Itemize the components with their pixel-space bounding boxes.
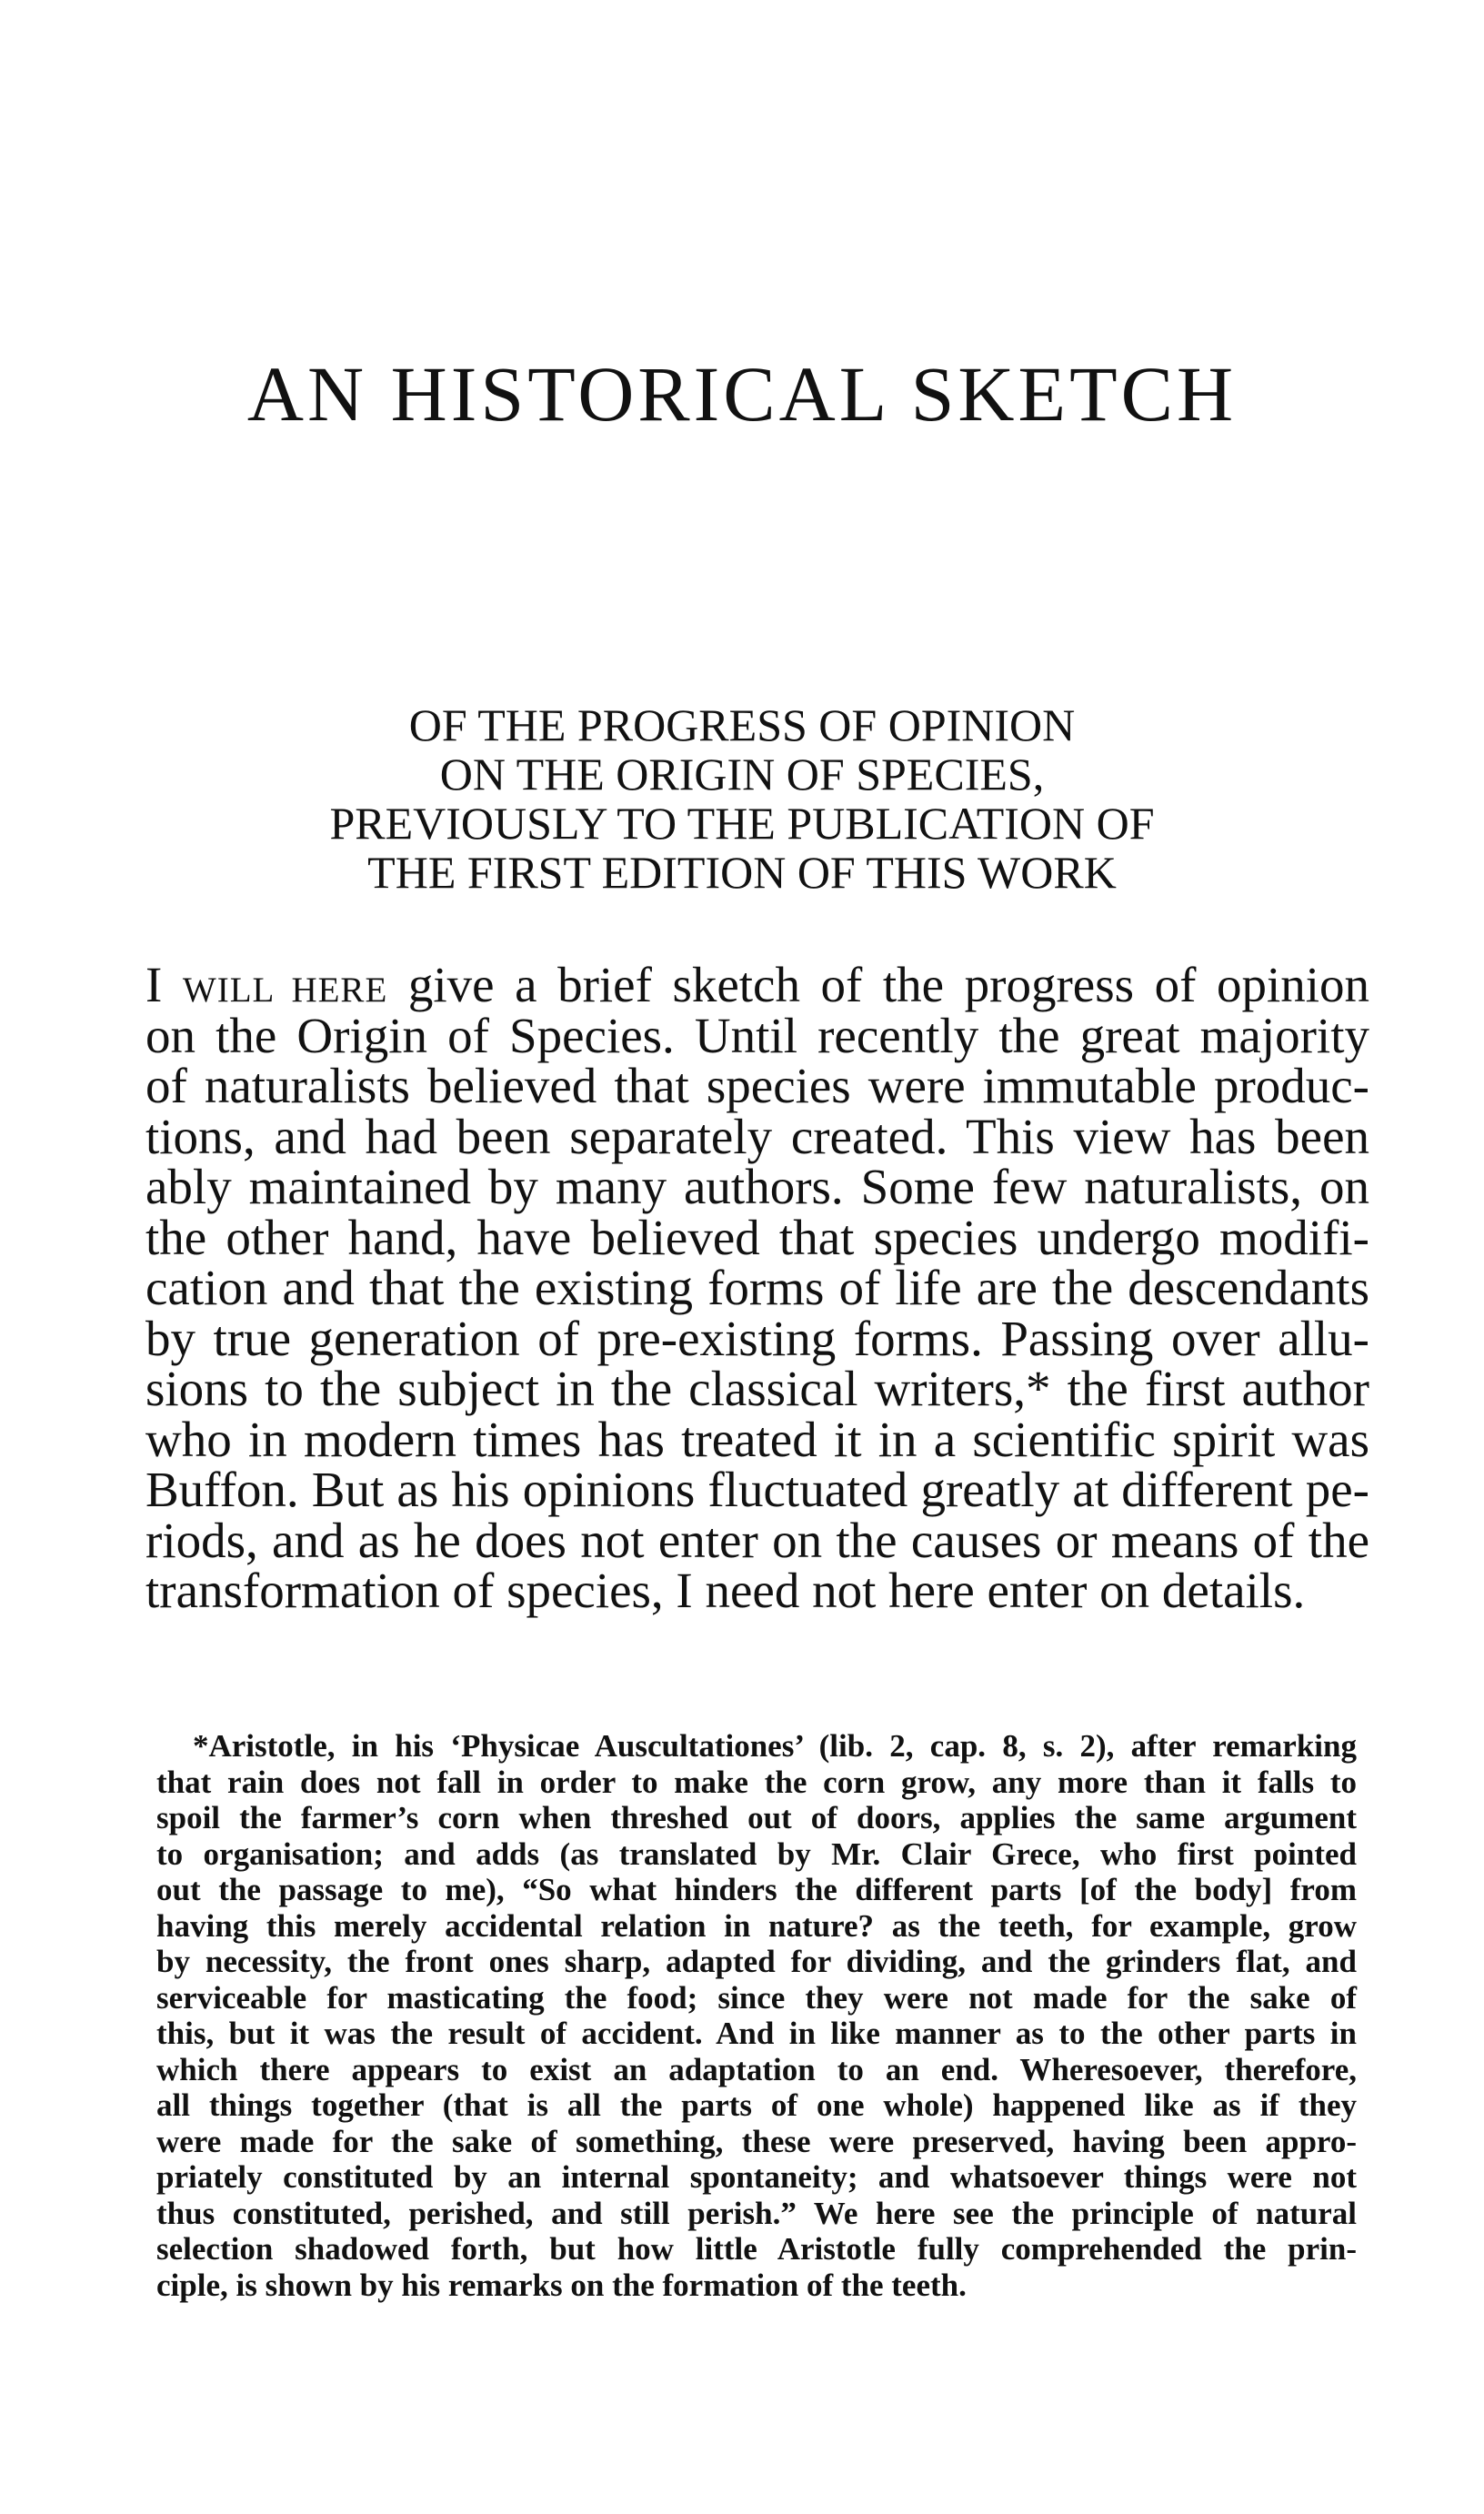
subtitle-line: THE FIRST EDITION OF THIS WORK [367,847,1117,898]
chapter-subtitle [0,700,1484,897]
footnote-line: were made for the sake of something, these were preserved, having been appro- [156,2123,1357,2159]
footnote-line: having this merely accidental relation in nature? as the teeth, for example, grow [156,1907,1357,1944]
footnote-line: to organisation; and adds (as translated by Mr. Clair Grece, who first pointed [156,1835,1357,1872]
body-line: Buffon. But as his opinions fluctuated greatly at different pe- [145,1462,1369,1517]
body-line: by true generation of pre-existing forms. Passing over allu- [145,1310,1369,1366]
body-line-text: give a brief sketch of the progress of opinion [387,957,1370,1012]
footnote-line: which there appears to exist an adaptation to an end. Wheresoever, therefore, [156,2051,1357,2087]
footnote-line: serviceable for masticating the food; since they were not made for the sake of [156,1979,1357,2016]
body-line: the other hand, have believed that species undergo modifi- [145,1209,1369,1265]
chapter-title: AN HISTORICAL SKETCH [246,350,1238,437]
subtitle-line: PREVIOUSLY TO THE PUBLICATION OF [329,798,1155,849]
footnote-line: thus constituted, perished, and still perish.” We here see the principle of natural [156,2195,1357,2231]
body-line: of naturalists believed that species were immutable produc- [145,1058,1369,1113]
body-line: on the Origin of Species. Until recently the great majority [145,1007,1369,1063]
body-line: ably maintained by many authors. Some few naturalists, on [145,1159,1369,1214]
body-line: tions, and had been separately created. This view has been [145,1108,1369,1164]
body-lead-cap: I [145,957,163,1012]
subtitle-line: OF THE PROGRESS OF OPINION [408,699,1076,750]
footnote [156,1728,1357,2303]
footnote-line: ciple, is shown by his remarks on the formation of the teeth. [156,2267,967,2303]
footnote-line: all things together (that is all the parts of one whole) happened like as if they [156,2087,1357,2123]
footnote-line: priately constituted by an internal spontaneity; and whatsoever things were not [156,2159,1357,2195]
footnote-line: selection shadowed forth, but how little Aristotle fully comprehended the prin- [156,2231,1357,2267]
footnote-line: spoil the farmer’s corn when threshed out of doors, applies the same argument [156,1800,1357,1835]
body-line [145,957,1370,1012]
footnote-line: *Aristotle, in his ‘Physicae Auscultationes’ (lib. 2, cap. 8, s. 2), after remarking [193,1728,1357,1764]
subtitle-line: ON THE ORIGIN OF SPECIES, [439,749,1045,799]
body-line: cation and that the existing forms of life are the descendants [145,1260,1369,1315]
body-line: transformation of species, I need not here enter on details. [145,1563,1306,1618]
body-paragraph [145,957,1370,1618]
footnote-line: by necessity, the front ones sharp, adapted for dividing, and the grinders flat, and [156,1944,1357,1979]
body-line: riods, and as he does not enter on the causes or means of the [145,1512,1369,1568]
footnote-line: out the passage to me), “So what hinders the different parts [of the body] from [156,1872,1357,1907]
body-lead-smallcaps: WILL HERE [182,970,388,1010]
footnote-line: this, but it was the result of accident. And in like manner as to the other parts in [156,2016,1357,2051]
body-line: sions to the subject in the classical writers,* the first author [145,1361,1369,1416]
footnote-line: that rain does not fall in order to make the corn grow, any more than it falls to [156,1764,1357,1800]
body-line: who in modern times has treated it in a scientific spirit was [145,1411,1369,1467]
